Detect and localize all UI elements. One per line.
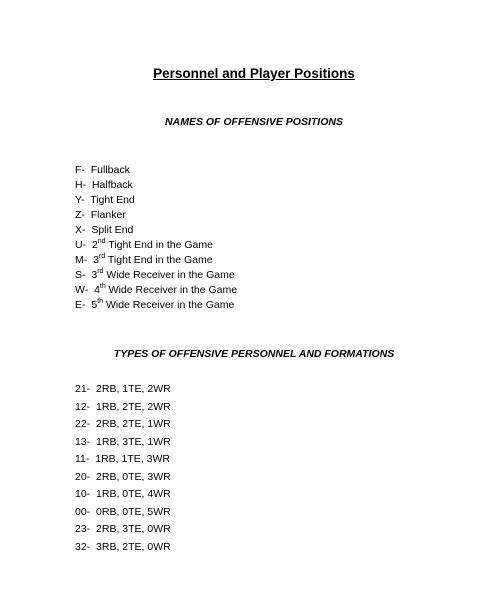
position-code: W- [75, 284, 89, 296]
personnel-item [75, 486, 171, 504]
personnel-item [75, 381, 171, 399]
position-name: Halfback [91, 179, 133, 191]
positions-heading: NAMES OF OFFENSIVE POSITIONS [165, 116, 343, 128]
personnel-description: 1RB, 0TE, 4WR [96, 488, 171, 500]
personnel-description: 1RB, 1TE, 3WR [95, 453, 170, 465]
personnel-code: 22- [75, 418, 91, 430]
personnel-description: 2RB, 3TE, 0WR [96, 523, 171, 535]
position-code: E- [75, 299, 86, 311]
ordinal-suffix: rd [97, 268, 104, 275]
personnel-item [75, 539, 171, 557]
personnel-item [75, 416, 171, 434]
personnel-heading: TYPES OF OFFENSIVE PERSONNEL AND FORMATIONS [113, 348, 395, 360]
position-item [75, 208, 237, 223]
ordinal-suffix: th [99, 283, 106, 290]
ordinal-suffix: rd [98, 253, 106, 260]
position-code: Z- [75, 209, 85, 221]
position-item [75, 193, 237, 208]
personnel-code: 20- [75, 470, 91, 483]
personnel-item [75, 451, 171, 469]
personnel-item [75, 521, 171, 539]
position-code: M- [75, 254, 88, 266]
position-item [75, 163, 237, 178]
position-name-rest: Wide Receiver in the Game [105, 299, 235, 311]
position-name: 4 [94, 284, 100, 296]
position-item [75, 298, 237, 313]
position-code: H- [75, 179, 87, 191]
document-title: Personnel and Player Positions [153, 66, 355, 81]
personnel-item [75, 469, 171, 487]
position-name-rest: Tight End in the Game [107, 254, 213, 266]
position-item [75, 253, 237, 268]
position-item [75, 283, 237, 298]
ordinal-suffix: nd [97, 238, 106, 245]
position-item [75, 238, 237, 253]
position-code: F- [75, 164, 85, 176]
personnel-code: 10- [75, 488, 91, 500]
position-item [75, 268, 237, 283]
position-code: X- [75, 224, 86, 236]
position-code: S- [75, 269, 86, 281]
personnel-description: 2RB, 1TE, 2WR [96, 383, 171, 395]
position-name: 3 [93, 254, 99, 266]
position-name: 3 [91, 269, 98, 281]
position-name-rest: Wide Receiver in the Game [106, 269, 235, 281]
personnel-code: 13- [75, 435, 91, 448]
personnel-code: 00- [75, 505, 91, 518]
personnel-description: 1RB, 3TE, 1WR [96, 435, 171, 448]
position-name: 2 [91, 239, 98, 251]
position-item [75, 178, 237, 193]
ordinal-suffix: th [97, 298, 104, 305]
position-code: Y- [75, 194, 85, 206]
personnel-code: 32- [75, 540, 91, 553]
personnel-item [75, 434, 171, 452]
position-name-rest: Tight End in the Game [108, 239, 213, 251]
personnel-code: 11- [75, 453, 90, 465]
position-name: Fullback [90, 164, 130, 176]
position-code: U- [75, 239, 87, 251]
personnel-item [75, 399, 171, 417]
personnel-description: 3RB, 2TE, 0WR [96, 540, 171, 553]
personnel-description: 1RB, 2TE, 2WR [96, 400, 171, 413]
position-name: Tight End [90, 194, 135, 206]
personnel-description: 0RB, 0TE, 5WR [96, 505, 171, 518]
personnel-code: 12- [75, 400, 91, 413]
personnel-description: 2RB, 2TE, 1WR [96, 418, 171, 430]
personnel-code: 21- [75, 383, 91, 395]
personnel-code: 23- [75, 523, 91, 535]
position-name: 5 [91, 299, 98, 311]
position-name: Split End [91, 224, 134, 236]
position-name: Flanker [90, 209, 126, 221]
personnel-item [75, 504, 171, 522]
personnel-description: 2RB, 0TE, 3WR [96, 470, 171, 483]
personnel-list [75, 381, 171, 556]
position-name-rest: Wide Receiver in the Game [108, 284, 238, 296]
position-item [75, 223, 237, 238]
positions-list [75, 163, 237, 313]
